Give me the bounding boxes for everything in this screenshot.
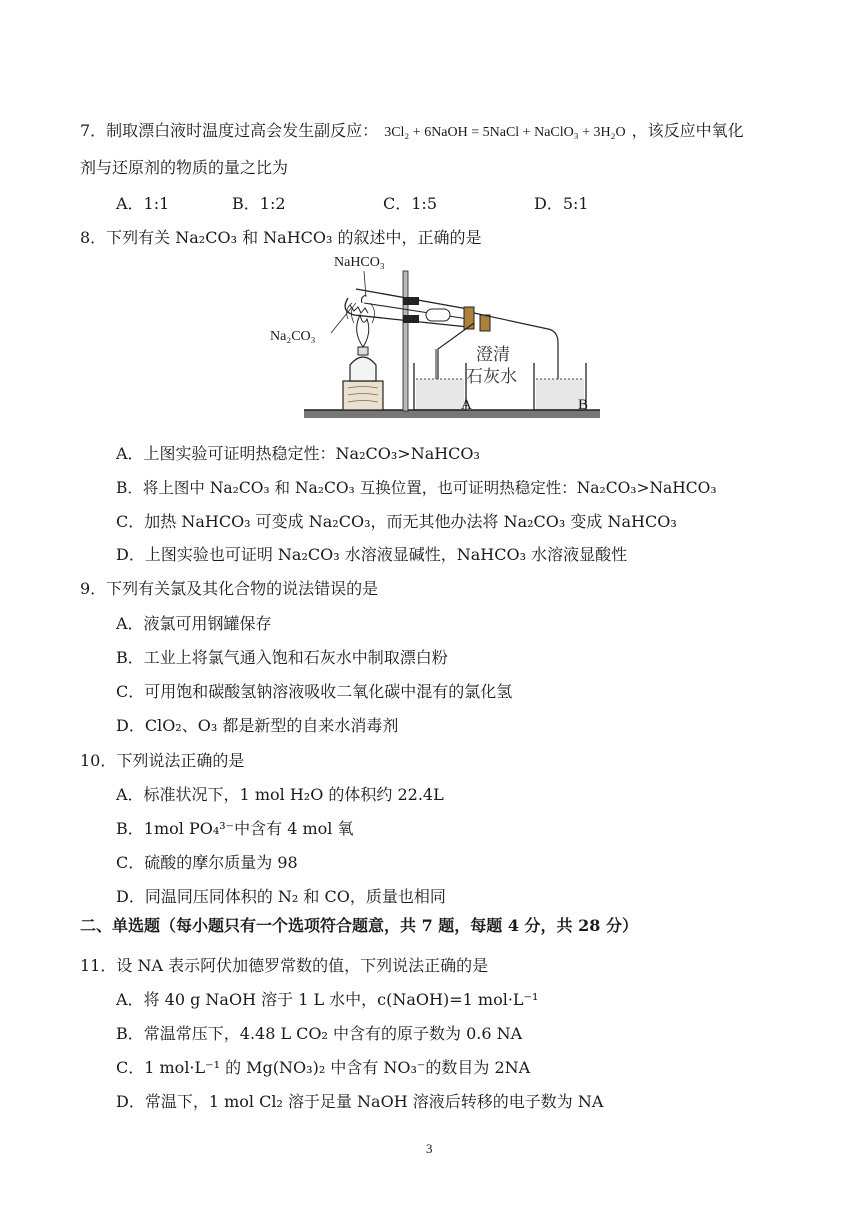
q9-option-a: A．液氯可用钢罐保存	[116, 614, 272, 633]
q8-option-d: D．上图实验也可证明 Na₂CO₃ 水溶液显碱性，NaHCO₃ 水溶液显酸性	[116, 545, 628, 564]
q9-option-d: D．ClO₂、O₃ 都是新型的自来水消毒剂	[116, 716, 399, 735]
apparatus-drawing	[268, 253, 603, 425]
q10-option-b: B．1mol PO₄³⁻中含有 4 mol 氧	[116, 819, 354, 838]
q10-option-c: C．硫酸的摩尔质量为 98	[116, 853, 298, 872]
label-na2co3: Na₂CO₃	[270, 329, 316, 344]
q7-equation: 3Cl₂ + 6NaOH = 5NaCl + NaClO₃ + 3H₂O	[384, 125, 626, 140]
q8-option-b: B．将上图中 Na₂CO₃ 和 Na₂CO₃ 互换位置，也可证明热稳定性：Na₂CO₃>NaHCO₃	[116, 479, 717, 497]
q10-option-d: D．同温同压同体积的 N₂ 和 CO，质量也相同	[116, 887, 446, 906]
q7-line2: 剂与还原剂的物质的量之比为	[80, 158, 289, 177]
q8-option-a: A．上图实验可证明热稳定性：Na₂CO₃>NaHCO₃	[116, 444, 480, 463]
page-number: 3	[426, 1141, 433, 1156]
q11-stem: 11．设 NA 表示阿伏加德罗常数的值，下列说法正确的是	[80, 956, 489, 975]
q9-option-b: B．工业上将氯气通入饱和石灰水中制取漂白粉	[116, 648, 448, 667]
q10-option-a: A．标准状况下，1 mol H₂O 的体积约 22.4L	[116, 785, 444, 804]
q7-line1	[80, 121, 744, 143]
section-heading: 二、单选题（每小题只有一个选项符合题意，共 7 题，每题 4 分，共 28 分）	[80, 916, 638, 935]
label-limewater-1: 澄清	[476, 345, 510, 365]
label-beaker-a: A	[461, 397, 472, 413]
q7-stem-part1: 7．制取漂白液时温度过高会发生副反应：	[80, 121, 379, 140]
q7-option-d: D．5:1	[534, 194, 589, 213]
q9-option-c: C．可用饱和碳酸氢钠溶液吸收二氧化碳中混有的氯化氢	[116, 682, 513, 701]
q8-option-c: C．加热 NaHCO₃ 可变成 Na₂CO₃，而无其他办法将 Na₂CO₃ 变成 NaHCO₃	[116, 512, 677, 531]
q11-option-c: C．1 mol·L⁻¹ 的 Mg(NO₃)₂ 中含有 NO₃⁻的数目为 2NA	[116, 1058, 531, 1077]
q7-option-c: C．1:5	[383, 194, 437, 213]
q11-option-d: D．常温下，1 mol Cl₂ 溶于足量 NaOH 溶液后转移的电子数为 NA	[116, 1092, 604, 1111]
q11-option-b: B．常温常压下，4.48 L CO₂ 中含有的原子数为 0.6 NA	[116, 1024, 523, 1043]
apparatus-figure	[268, 253, 603, 425]
q7-option-a: A．1:1	[116, 194, 170, 213]
label-nahco3: NaHCO₃	[334, 255, 385, 270]
label-limewater-2: 石灰水	[466, 367, 517, 387]
q7-option-b: B．1:2	[232, 194, 286, 213]
q11-option-a: A．将 40 g NaOH 溶于 1 L 水中，c(NaOH)=1 mol·L⁻¹	[116, 990, 539, 1009]
q9-stem: 9．下列有关氯及其化合物的说法错误的是	[80, 579, 379, 598]
q10-stem: 10．下列说法正确的是	[80, 751, 245, 770]
q7-stem-part2: ，该反应中氧化	[631, 121, 744, 140]
label-beaker-b: B	[578, 397, 589, 413]
q8-stem: 8．下列有关 Na₂CO₃ 和 NaHCO₃ 的叙述中，正确的是	[80, 228, 482, 247]
